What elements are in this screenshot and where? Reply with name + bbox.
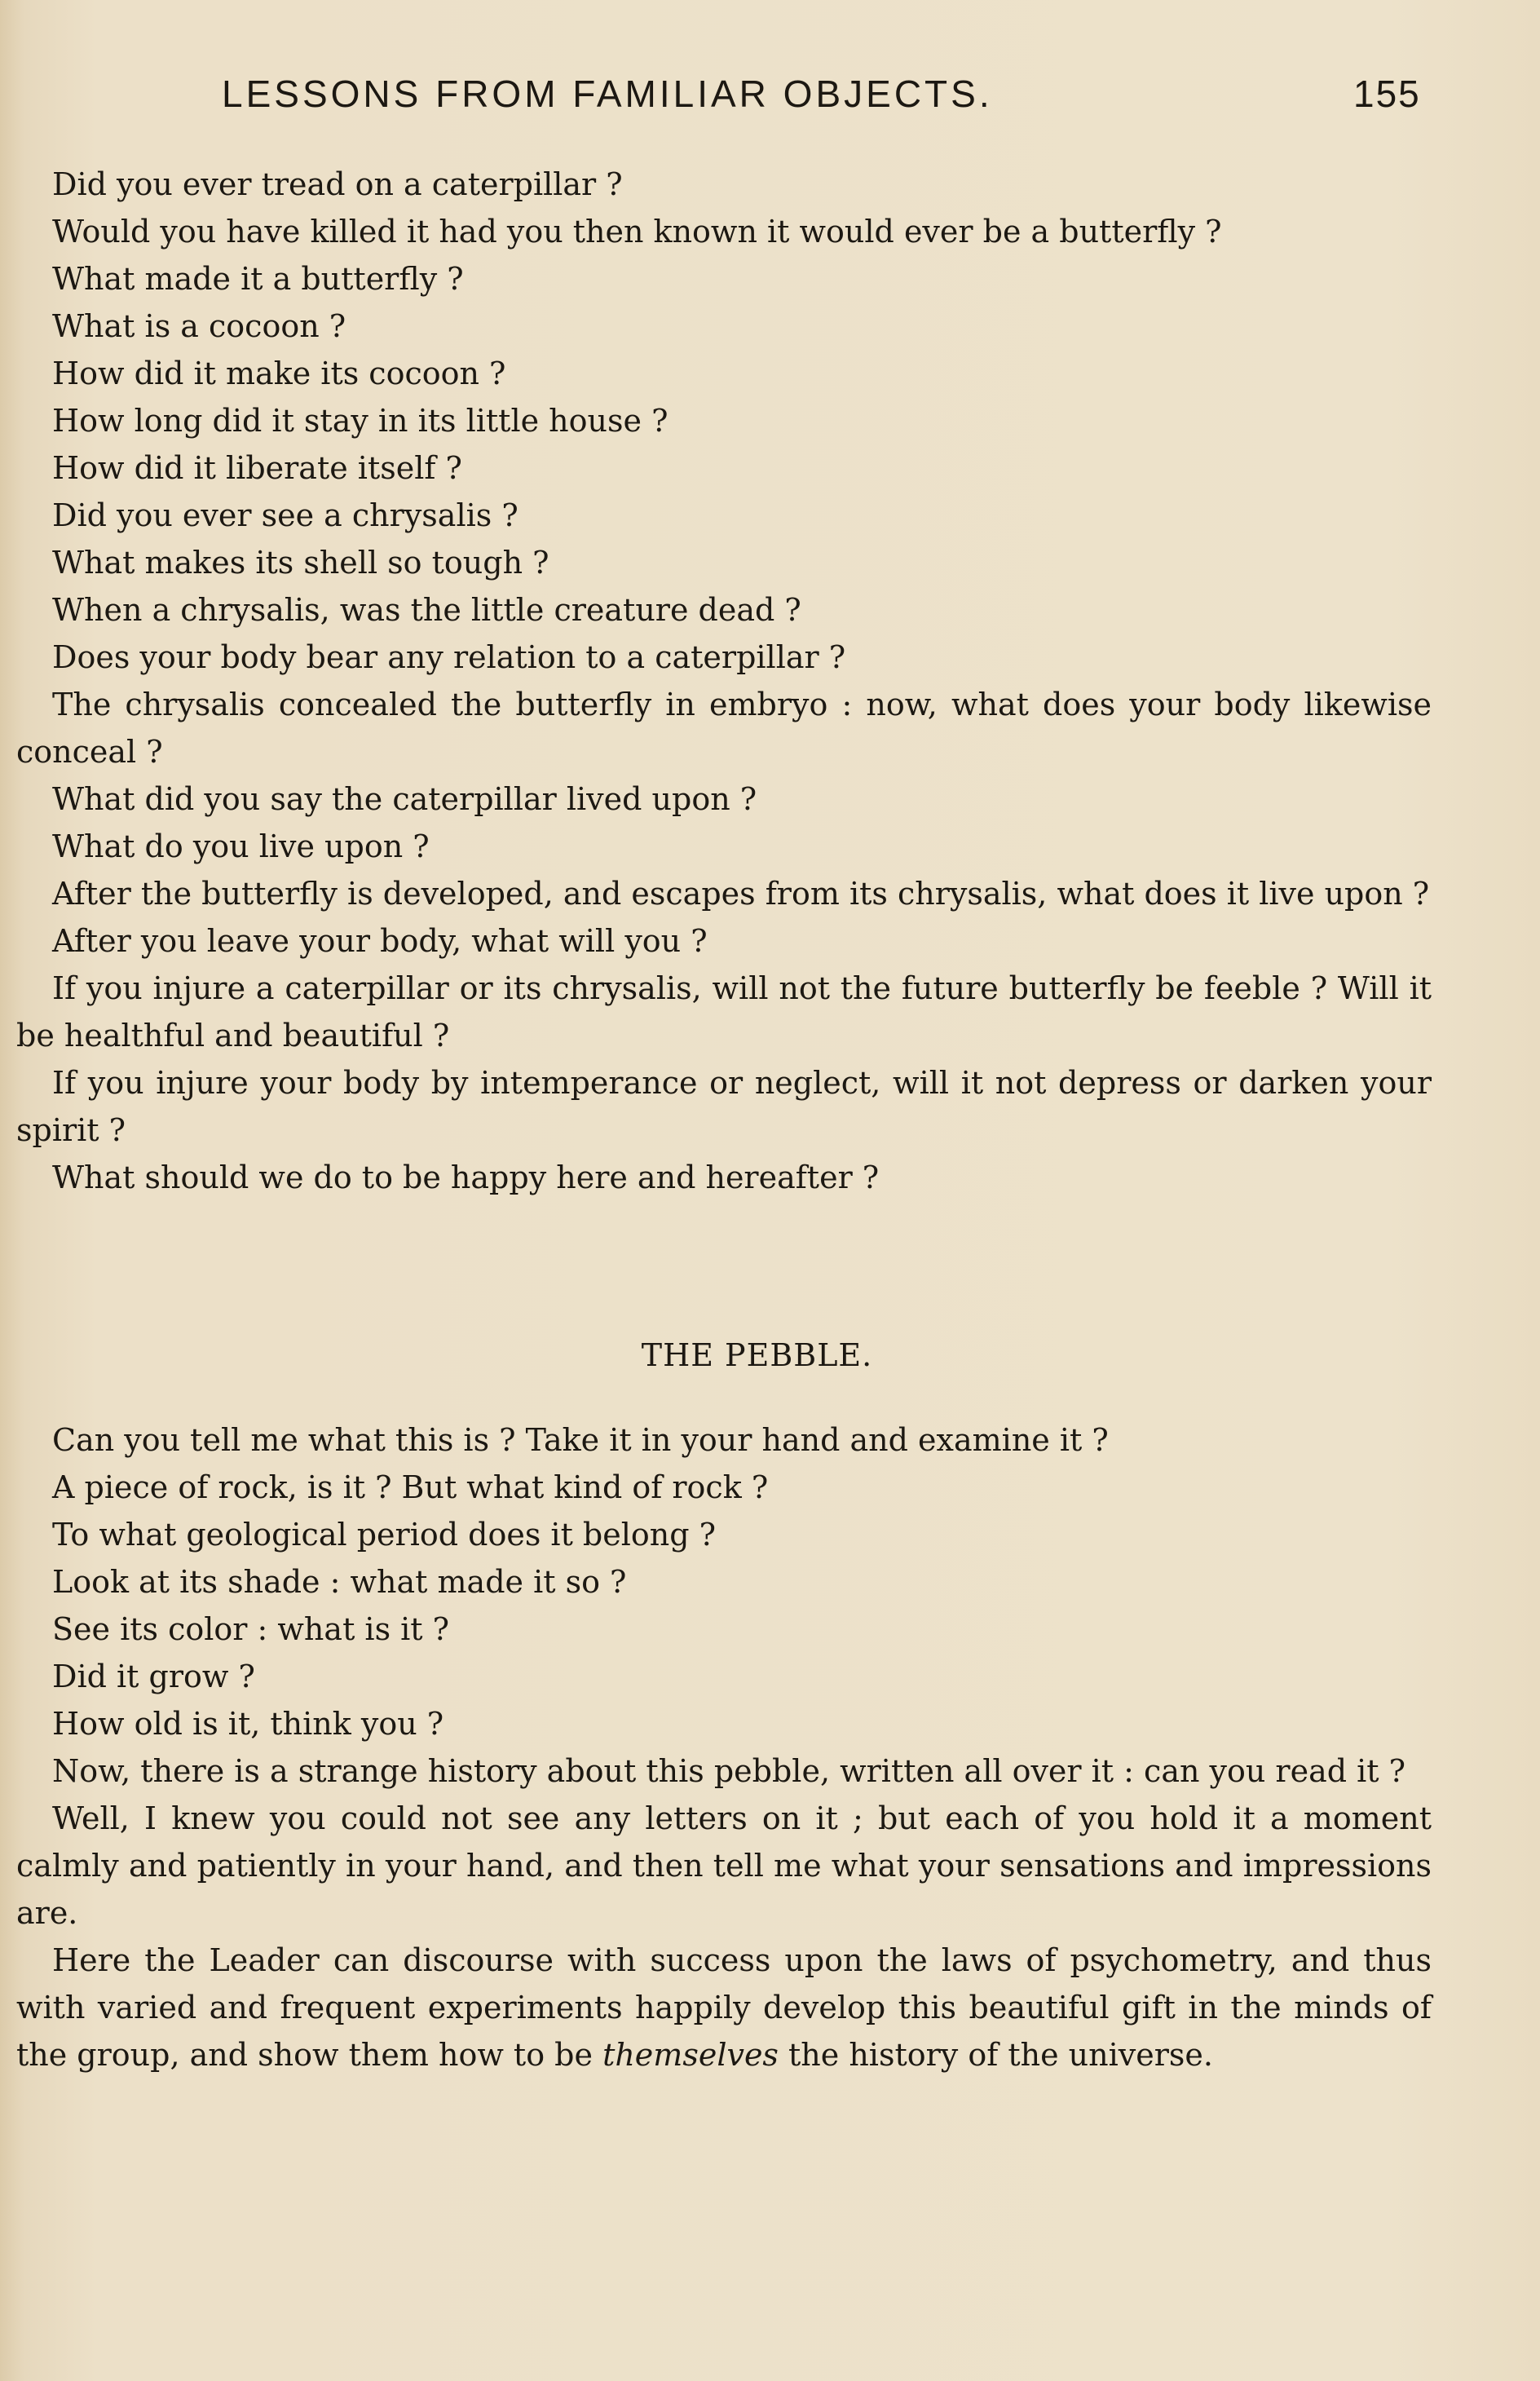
- question-line: How did it make its cocoon ?: [52, 356, 506, 391]
- pebble-paragraph: Look at its shade : what made it so ?: [52, 1564, 627, 1600]
- question-line: How long did it stay in its little house ?: [52, 403, 669, 439]
- pebble-paragraph: To what geological period does it belong ?: [52, 1517, 717, 1553]
- question-line: When a chrysalis, was the little creature dead ?: [52, 592, 801, 628]
- question-line: Would you have killed it had you then known it would ever be a butterfly ?: [52, 214, 1222, 250]
- pebble-section: [16, 1416, 1432, 2078]
- question-line: After you leave your body, what will you ?: [52, 923, 708, 959]
- pebble-paragraph: Well, I knew you could not see any letters on it ; but each of you hold it a moment calmly and patiently in your hand, and then tell me what your sensations and impressions are.: [16, 1800, 1432, 1931]
- pebble-paragraph: How old is it, think you ?: [52, 1706, 444, 1742]
- question-line: What makes its shell so tough ?: [52, 545, 549, 581]
- section-title: [0, 1337, 1540, 1373]
- running-title: LESSONS FROM FAMILIAR OBJECTS.: [222, 73, 993, 115]
- question-line: Did you ever tread on a caterpillar ?: [52, 166, 623, 202]
- caterpillar-questions: [16, 161, 1432, 1201]
- pebble-paragraph: See its color : what is it ?: [52, 1611, 450, 1647]
- question-line: After the butterfly is developed, and escapes from its chrysalis, what does it live upon ?: [52, 876, 1430, 912]
- question-line: What should we do to be happy here and hereafter ?: [52, 1160, 880, 1195]
- final-paragraph-text: Here the Leader can discourse with success upon the laws of psychometry, and thus with varied and frequent experiments happily develop this beautiful gift in the minds of the group, and show them how to be: [16, 1942, 1432, 2073]
- question-line: What did you say the caterpillar lived upon ?: [52, 781, 757, 817]
- question-line: Did you ever see a chrysalis ?: [52, 497, 518, 533]
- pebble-paragraph: Did it grow ?: [52, 1659, 255, 1694]
- question-line: How did it liberate itself ?: [52, 450, 462, 486]
- final-paragraph-ending: the history of the universe.: [778, 2037, 1213, 2073]
- pebble-paragraph: Now, there is a strange history about this pebble, written all over it : can you read it ?: [52, 1753, 1406, 1789]
- page-number: 155: [1353, 73, 1421, 115]
- question-line: What made it a butterfly ?: [52, 261, 464, 297]
- question-line: What is a cocoon ?: [52, 308, 346, 344]
- pebble-paragraph: A piece of rock, is it ? But what kind of rock ?: [52, 1469, 769, 1505]
- question-line: The chrysalis concealed the butterfly in embryo : now, what does your body likewise conceal ?: [16, 687, 1432, 770]
- final-paragraph: [16, 1937, 1432, 2078]
- running-head: [0, 72, 1540, 121]
- question-line: What do you live upon ?: [52, 828, 430, 864]
- pebble-paragraph: Can you tell me what this is ? Take it in your hand and examine it ?: [52, 1422, 1109, 1458]
- question-line: If you injure your body by intemperance or neglect, will it not depress or darken your spirit ?: [16, 1065, 1432, 1148]
- emphasis-word: themselves: [602, 2037, 779, 2073]
- question-line: If you injure a caterpillar or its chrysalis, will not the future butterfly be feeble ? Will it be healthful and beautiful ?: [16, 970, 1432, 1054]
- question-line: Does your body bear any relation to a caterpillar ?: [52, 639, 846, 675]
- section-title-text: THE PEBBLE.: [641, 1337, 873, 1373]
